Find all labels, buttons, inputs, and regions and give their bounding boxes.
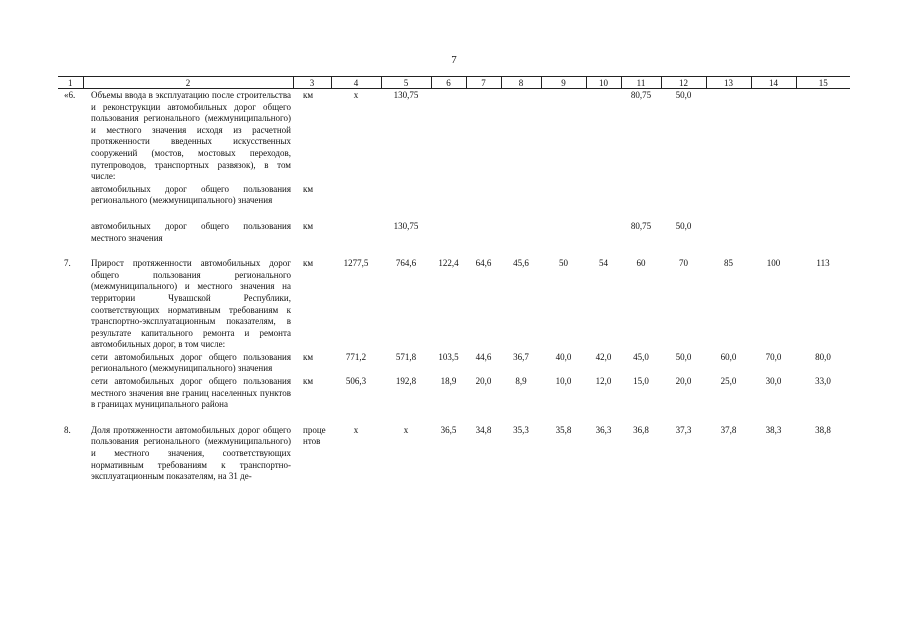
value-cell: 64,6: [475, 258, 492, 269]
value-cell: 771,2: [345, 351, 367, 362]
value-cell: [331, 183, 381, 207]
row-spacer: [58, 207, 850, 220]
value-cell: 35,8: [555, 424, 572, 435]
value-cell: х: [353, 90, 359, 100]
value-cell: [381, 183, 431, 207]
value-cell: 45,0: [633, 351, 649, 362]
unit-cell: км: [303, 220, 314, 231]
value-cell: [431, 183, 466, 207]
value-cell: [586, 89, 621, 183]
header-cell: 15: [796, 77, 850, 89]
table-row: [58, 257, 850, 351]
value-cell: 80,75: [630, 220, 652, 231]
value-cell: [541, 220, 586, 244]
value-cell: 36,8: [633, 424, 649, 435]
table-row: [58, 424, 850, 483]
value-cell: [706, 183, 751, 207]
row-spacer: [58, 411, 850, 424]
value-cell: 8,9: [515, 376, 527, 387]
header-cell: 2: [83, 77, 293, 89]
value-cell: 18,9: [440, 376, 457, 387]
header-cell: 6: [431, 77, 466, 89]
value-cell: 103,5: [438, 351, 459, 362]
value-cell: 40,0: [555, 351, 572, 362]
value-cell: 38,3: [765, 424, 782, 435]
value-cell: 36,5: [440, 424, 457, 435]
row-number: «6.: [64, 90, 76, 100]
value-cell: 100: [766, 258, 781, 269]
table-row: [58, 89, 850, 183]
value-cell: [586, 183, 621, 207]
spacer-cell: [58, 244, 850, 257]
value-cell: 192,8: [395, 376, 417, 387]
value-cell: 85: [724, 258, 733, 269]
value-cell: 130,75: [393, 220, 419, 231]
value-cell: [706, 89, 751, 183]
value-cell: 122,4: [438, 258, 459, 269]
indicator-name: Объемы ввода в эксплуатацию после строительства и реконструкции автомобильных дорог общего пользования регионального (межмуниципального) и местного значения исходя из расчетной протяженности введенных искусственных сооружений (мостов, мостовых переходов, путепроводов, транспортных развязок), в том числе:: [91, 90, 291, 182]
indicator-name: сети автомобильных дорог общего пользования местного значения вне границ населенных пунктов в границах муниципального района: [91, 376, 291, 410]
row-number: [58, 375, 83, 411]
spacer-cell: [58, 411, 850, 424]
value-cell: 10,0: [555, 376, 572, 387]
header-cell: 9: [541, 77, 586, 89]
value-cell: 571,8: [395, 351, 417, 362]
value-cell: 38,8: [815, 424, 831, 435]
value-cell: 50,0: [675, 351, 692, 362]
indicator-name: Доля протяженности автомобильных дорог общего пользования регионального (межмуниципального) и местного значения, соответствующих нормативным требованиям к транспортно-эксплуатационным показателям, на 31 де-: [91, 424, 291, 482]
indicator-name: Прирост протяженности автомобильных дорог общего пользования регионального (межмуниципального) и местного значения на территории Чувашской Республики, соответствующих нормативным требованиям к транспортно-эксплуатационным показателям, в результате капитального ремонта и ремонта автомобильных дорог, в том числе:: [91, 258, 291, 350]
value-cell: [466, 220, 501, 244]
unit-cell: км: [303, 183, 314, 194]
header-cell: 14: [751, 77, 796, 89]
value-cell: [661, 183, 706, 207]
value-cell: 44,6: [475, 351, 492, 362]
value-cell: 12,0: [595, 376, 612, 387]
value-cell: 36,7: [513, 351, 529, 362]
value-cell: [501, 89, 541, 183]
value-cell: [501, 220, 541, 244]
value-cell: [541, 89, 586, 183]
unit-cell: процентов: [303, 424, 326, 447]
value-cell: [331, 220, 381, 244]
value-cell: [796, 183, 850, 207]
row-number: 7.: [64, 258, 71, 269]
value-cell: [796, 89, 850, 183]
value-cell: [541, 183, 586, 207]
unit-cell: км: [303, 376, 314, 387]
indicator-name: автомобильных дорог общего пользования местного значения: [91, 220, 291, 243]
value-cell: 50,0: [675, 220, 692, 231]
header-row: [58, 77, 850, 89]
table-row: [58, 375, 850, 411]
value-cell: [501, 183, 541, 207]
table-row: [58, 220, 850, 244]
value-cell: 60: [636, 258, 646, 269]
value-cell: 70: [679, 258, 688, 269]
value-cell: [466, 183, 501, 207]
value-cell: х: [403, 424, 409, 435]
indicator-name: сети автомобильных дорог общего пользования регионального (межмуниципального) значения: [91, 351, 291, 374]
value-cell: [751, 220, 796, 244]
indicator-name: автомобильных дорог общего пользования регионального (межмуниципального) значения: [91, 183, 291, 206]
row-number: 8.: [64, 424, 71, 435]
unit-cell: км: [303, 90, 314, 100]
value-cell: [751, 89, 796, 183]
value-cell: [706, 220, 751, 244]
value-cell: 34,8: [475, 424, 492, 435]
header-cell: 13: [706, 77, 751, 89]
indicators-table: [58, 76, 850, 483]
value-cell: 130,75: [393, 90, 419, 100]
row-number: [58, 183, 83, 207]
header-cell: 8: [501, 77, 541, 89]
value-cell: 50,0: [675, 90, 692, 100]
value-cell: 37,8: [720, 424, 737, 435]
value-cell: 50: [559, 258, 568, 269]
value-cell: [621, 183, 661, 207]
table-row: [58, 183, 850, 207]
header-cell: 1: [58, 77, 83, 89]
header-cell: 7: [466, 77, 501, 89]
value-cell: 42,0: [595, 351, 612, 362]
value-cell: 25,0: [720, 376, 737, 387]
header-cell: 11: [621, 77, 661, 89]
value-cell: 45,6: [513, 258, 529, 269]
spacer-cell: [58, 207, 850, 220]
page-number: 7: [451, 54, 457, 66]
value-cell: х: [353, 424, 359, 435]
value-cell: [466, 89, 501, 183]
value-cell: [586, 220, 621, 244]
value-cell: [751, 183, 796, 207]
value-cell: 70,0: [765, 351, 782, 362]
header-cell: 3: [293, 77, 331, 89]
value-cell: [431, 220, 466, 244]
value-cell: [796, 220, 850, 244]
value-cell: 80,75: [630, 90, 652, 100]
value-cell: 37,3: [675, 424, 692, 435]
header-cell: 10: [586, 77, 621, 89]
value-cell: 30,0: [765, 376, 782, 387]
value-cell: 54: [599, 258, 608, 269]
table-row: [58, 351, 850, 375]
value-cell: 764,6: [395, 258, 417, 269]
header-cell: 12: [661, 77, 706, 89]
value-cell: [431, 89, 466, 183]
value-cell: 20,0: [475, 376, 492, 387]
value-cell: 15,0: [633, 376, 649, 387]
header-cell: 5: [381, 77, 431, 89]
value-cell: 20,0: [675, 376, 692, 387]
value-cell: 506,3: [345, 376, 367, 387]
value-cell: 80,0: [815, 351, 831, 362]
value-cell: 60,0: [720, 351, 737, 362]
row-number: [58, 220, 83, 244]
value-cell: 36,3: [595, 424, 612, 435]
value-cell: 35,3: [513, 424, 529, 435]
value-cell: 1277,5: [343, 258, 369, 269]
header-cell: 4: [331, 77, 381, 89]
value-cell: 33,0: [815, 376, 831, 387]
unit-cell: км: [303, 351, 314, 362]
row-spacer: [58, 244, 850, 257]
row-number: [58, 351, 83, 375]
unit-cell: км: [303, 258, 314, 269]
value-cell: 113: [816, 258, 830, 269]
